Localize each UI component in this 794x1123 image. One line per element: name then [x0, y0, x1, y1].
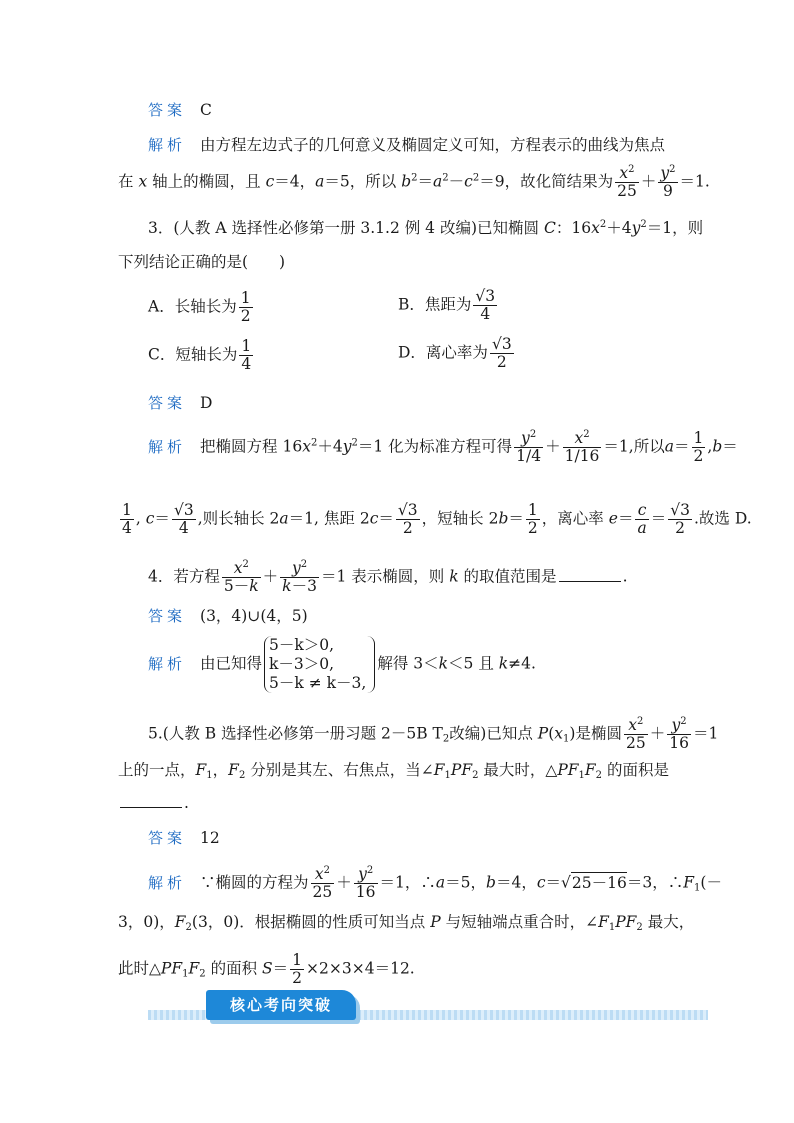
- q4-stem-line: 4．若方程 $\frac{x^2}{5-k}$ ＋ $\frac{y^2}{k-3}$ ＝1 表示椭圆，则 k 的取值范围是 .: [148, 559, 628, 595]
- fraction: [473, 288, 497, 323]
- text: 由已知得: [200, 654, 263, 673]
- text: 是椭圆: [575, 724, 622, 743]
- analysis-label: 解析: [148, 136, 187, 154]
- answer-label: 答案: [148, 607, 187, 625]
- fraction: $\frac{1}{2}$: [693, 429, 704, 465]
- section-banner: [148, 988, 708, 1024]
- q3-analysis-line-1: 解析 把椭圆方程 $16x^2+4y^2=1$ 化为标准方程可得 $\frac{y^2}{1/4}$ ＋ $\frac{x^2}{1/16}$ ＝1,所以a＝ $\frac{1}{2}$ ,b＝: [148, 429, 738, 465]
- fraction: [239, 290, 253, 325]
- text: 1: [240, 289, 251, 307]
- sqrt: 25－16: [571, 873, 627, 892]
- q5-stem-line-3: .: [118, 793, 189, 813]
- q3-stem-line-2: 下列结论正确的是( ): [118, 253, 286, 271]
- text: ∵椭圆的方程为: [200, 873, 309, 892]
- text: , 焦距: [314, 509, 355, 528]
- q5-analysis-line-2: 3，0)，$F_2(3$，0)．根据椭圆的性质可知当点 P 与短轴端点重合时，$\angle F_1PF_2$ 最大，: [118, 913, 695, 933]
- q2-analysis-text: 由方程左边式子的几何意义及椭圆定义可知，方程表示的曲线为焦点: [200, 136, 666, 154]
- q3-answer-value: D: [200, 394, 213, 412]
- text: 化为标准方程可得: [388, 437, 513, 456]
- text: ，则: [672, 219, 704, 237]
- q3-option-b: [398, 288, 499, 323]
- answer-blank: [559, 581, 621, 582]
- q5-answer-line: [148, 828, 220, 848]
- text: 3．(人教 A 选择性必修第一册 3.1.2 例 4 改编)已知椭圆: [148, 219, 540, 237]
- text: 4: [241, 355, 252, 373]
- fraction: $\frac{x^2}{25}$: [617, 164, 637, 200]
- q3-answer-line: [148, 393, 212, 413]
- fraction: $\frac{x^2}{1/16}$: [564, 429, 600, 465]
- text: 的面积: [210, 959, 258, 978]
- text: .故选 D.: [693, 509, 752, 528]
- text: ，离心率: [541, 509, 604, 528]
- q2-answer-value: C: [200, 101, 212, 119]
- text: ,所以: [628, 437, 665, 456]
- answer-blank: [120, 807, 182, 808]
- fraction: $\frac{√3}{2}$: [397, 501, 418, 537]
- q3-analysis-line-2: $\frac{1}{4}$ , c＝ $\frac{√3}{4}$ ,则长轴长 2a＝1, 焦距 2c＝ $\frac{√3}{2}$ ，短轴长 2b＝ $\frac{1}{2}$ ，离心率 e＝ $\frac{c}{a}$ ＝ $\frac{√3}{2}$ .故选 D.: [122, 501, 752, 537]
- fraction: $\frac{c}{a}$: [637, 501, 647, 537]
- text: 5.(人教 B 选择性必修第一册习题 2－5B T: [148, 724, 443, 743]
- text: 4: [480, 305, 491, 323]
- text: 最大，: [647, 913, 695, 931]
- text: 分别是其左、右焦点，当: [250, 761, 421, 779]
- text: 表示椭圆，则: [351, 567, 445, 586]
- text: ,则长轴长: [197, 509, 265, 528]
- text: 在: [118, 172, 134, 191]
- q3-option-c: [148, 338, 255, 373]
- text: D．离心率为: [398, 343, 488, 362]
- q5-stem-line-2: 上的一点，$F_1$，$F_2$ 分别是其左、右焦点，当$\angle F_1PF_2$ 最大时，$\triangle PF_1F_2$ 的面积是: [118, 761, 669, 781]
- text: A．长轴长为: [148, 297, 237, 316]
- q4-answer-value: (3，4)∪(4，5): [200, 607, 308, 625]
- q4-answer-line: [148, 606, 308, 626]
- text: √3: [475, 287, 496, 305]
- text: 5－k＞0,: [269, 636, 335, 654]
- inequality-system: [264, 636, 375, 693]
- q2-analysis-line-2: 在 x 轴上的椭圆，且 c＝4，a＝5，所以 $b^2=a^2-c^2=9$，故化简结果为 $\frac{x^2}{25}$ ＋ $\frac{y^2}{9}$ ＝1.: [118, 164, 710, 200]
- fraction: $\frac{y^2}{9}$: [660, 164, 676, 200]
- analysis-label: 解析: [148, 437, 187, 456]
- banner-title: 核心考向突破: [206, 990, 356, 1020]
- q5-analysis-line-1: 解析 ∵椭圆的方程为 $\frac{x^2}{25}$ ＋ $\frac{y^2}{16}$ ＝1，∴a＝5，b＝4，c＝√25－16＝3，$\therefore F_1(-$: [148, 865, 722, 901]
- q3-option-d: [398, 336, 516, 371]
- text: B．焦距为: [398, 295, 472, 314]
- fraction: $\frac{x^2}{25}$: [625, 716, 646, 752]
- fraction: $\frac{x^2}{5-k}$: [223, 559, 259, 595]
- text: ，故化简结果为: [504, 172, 614, 191]
- analysis-label: 解析: [148, 654, 187, 673]
- fraction: $\frac{1}{2}$: [292, 951, 303, 987]
- text: 4．若方程: [148, 567, 220, 586]
- q5-answer-value: 12: [200, 829, 220, 847]
- text: √3: [491, 335, 512, 353]
- text: C．短轴长为: [148, 345, 238, 364]
- fraction: $\frac{y^2}{16}$: [355, 865, 376, 901]
- text: 的面积是: [606, 761, 669, 779]
- fraction: [239, 338, 253, 373]
- text: 上的一点，: [118, 761, 196, 779]
- fraction: $\frac{1}{2}$: [527, 501, 538, 537]
- fraction: $\frac{√3}{2}$: [670, 501, 690, 537]
- text: 2: [496, 353, 507, 371]
- text: 解得: [377, 654, 409, 673]
- q3-option-a: [148, 290, 255, 325]
- text: 的取值范围是: [463, 567, 557, 586]
- q2-answer-line: [148, 100, 212, 120]
- text: 改编)已知点: [449, 724, 533, 743]
- fraction: $\frac{y^2}{16}$: [669, 716, 689, 752]
- fraction: $\frac{y^2}{k-3}$: [282, 559, 317, 595]
- text: k－3＞0,: [269, 655, 335, 673]
- text: ，∴: [404, 873, 436, 892]
- fraction: [490, 336, 514, 371]
- text: 2: [240, 307, 251, 325]
- q5-analysis-line-3: 此时$\triangle PF_1F_2$ 的面积 S＝ $\frac{1}{2}$ ×2×3×4＝12.: [118, 951, 415, 987]
- q5-stem-line-1: 5.(人教 B 选择性必修第一册习题 2－5B $T_2$改编)已知点 $P(x_1)$是椭圆 $\frac{x^2}{25}$ ＋ $\frac{y^2}{16}$ ＝1: [148, 716, 719, 752]
- text: 与短轴端点重合时，: [445, 913, 586, 931]
- text: 5－k ≠ k－3,: [269, 674, 367, 692]
- fraction: $\frac{x^2}{25}$: [312, 865, 333, 901]
- text: 此时△: [118, 959, 161, 978]
- text: 根据椭圆的性质可知当点: [254, 913, 426, 931]
- q4-analysis-line: 解析 由已知得 5－k＞0, k－3＞0, 5－k ≠ k－3, 解得 3＜k＜5 且 k≠4.: [148, 636, 536, 692]
- q2-analysis-line-1: [148, 135, 665, 155]
- text: 最大时，: [483, 761, 546, 779]
- text: ，短轴长: [421, 509, 484, 528]
- text: 把椭圆方程: [200, 437, 278, 456]
- answer-label: 答案: [148, 829, 187, 847]
- fraction: $\frac{√3}{4}$: [173, 501, 194, 537]
- answer-label: 答案: [148, 394, 187, 412]
- q3-stem-line-1: 3．(人教 A 选择性必修第一册 3.1.2 例 4 改编)已知椭圆 C：$16x^2+4y^2=1$，则: [148, 219, 704, 237]
- fraction: $\frac{1}{4}$: [122, 501, 132, 537]
- fraction: $\frac{y^2}{1/4}$: [516, 429, 542, 465]
- text: 轴上的椭圆，且: [152, 172, 261, 191]
- answer-label: 答案: [148, 101, 187, 119]
- text: 1: [241, 337, 252, 355]
- analysis-label: 解析: [148, 873, 187, 892]
